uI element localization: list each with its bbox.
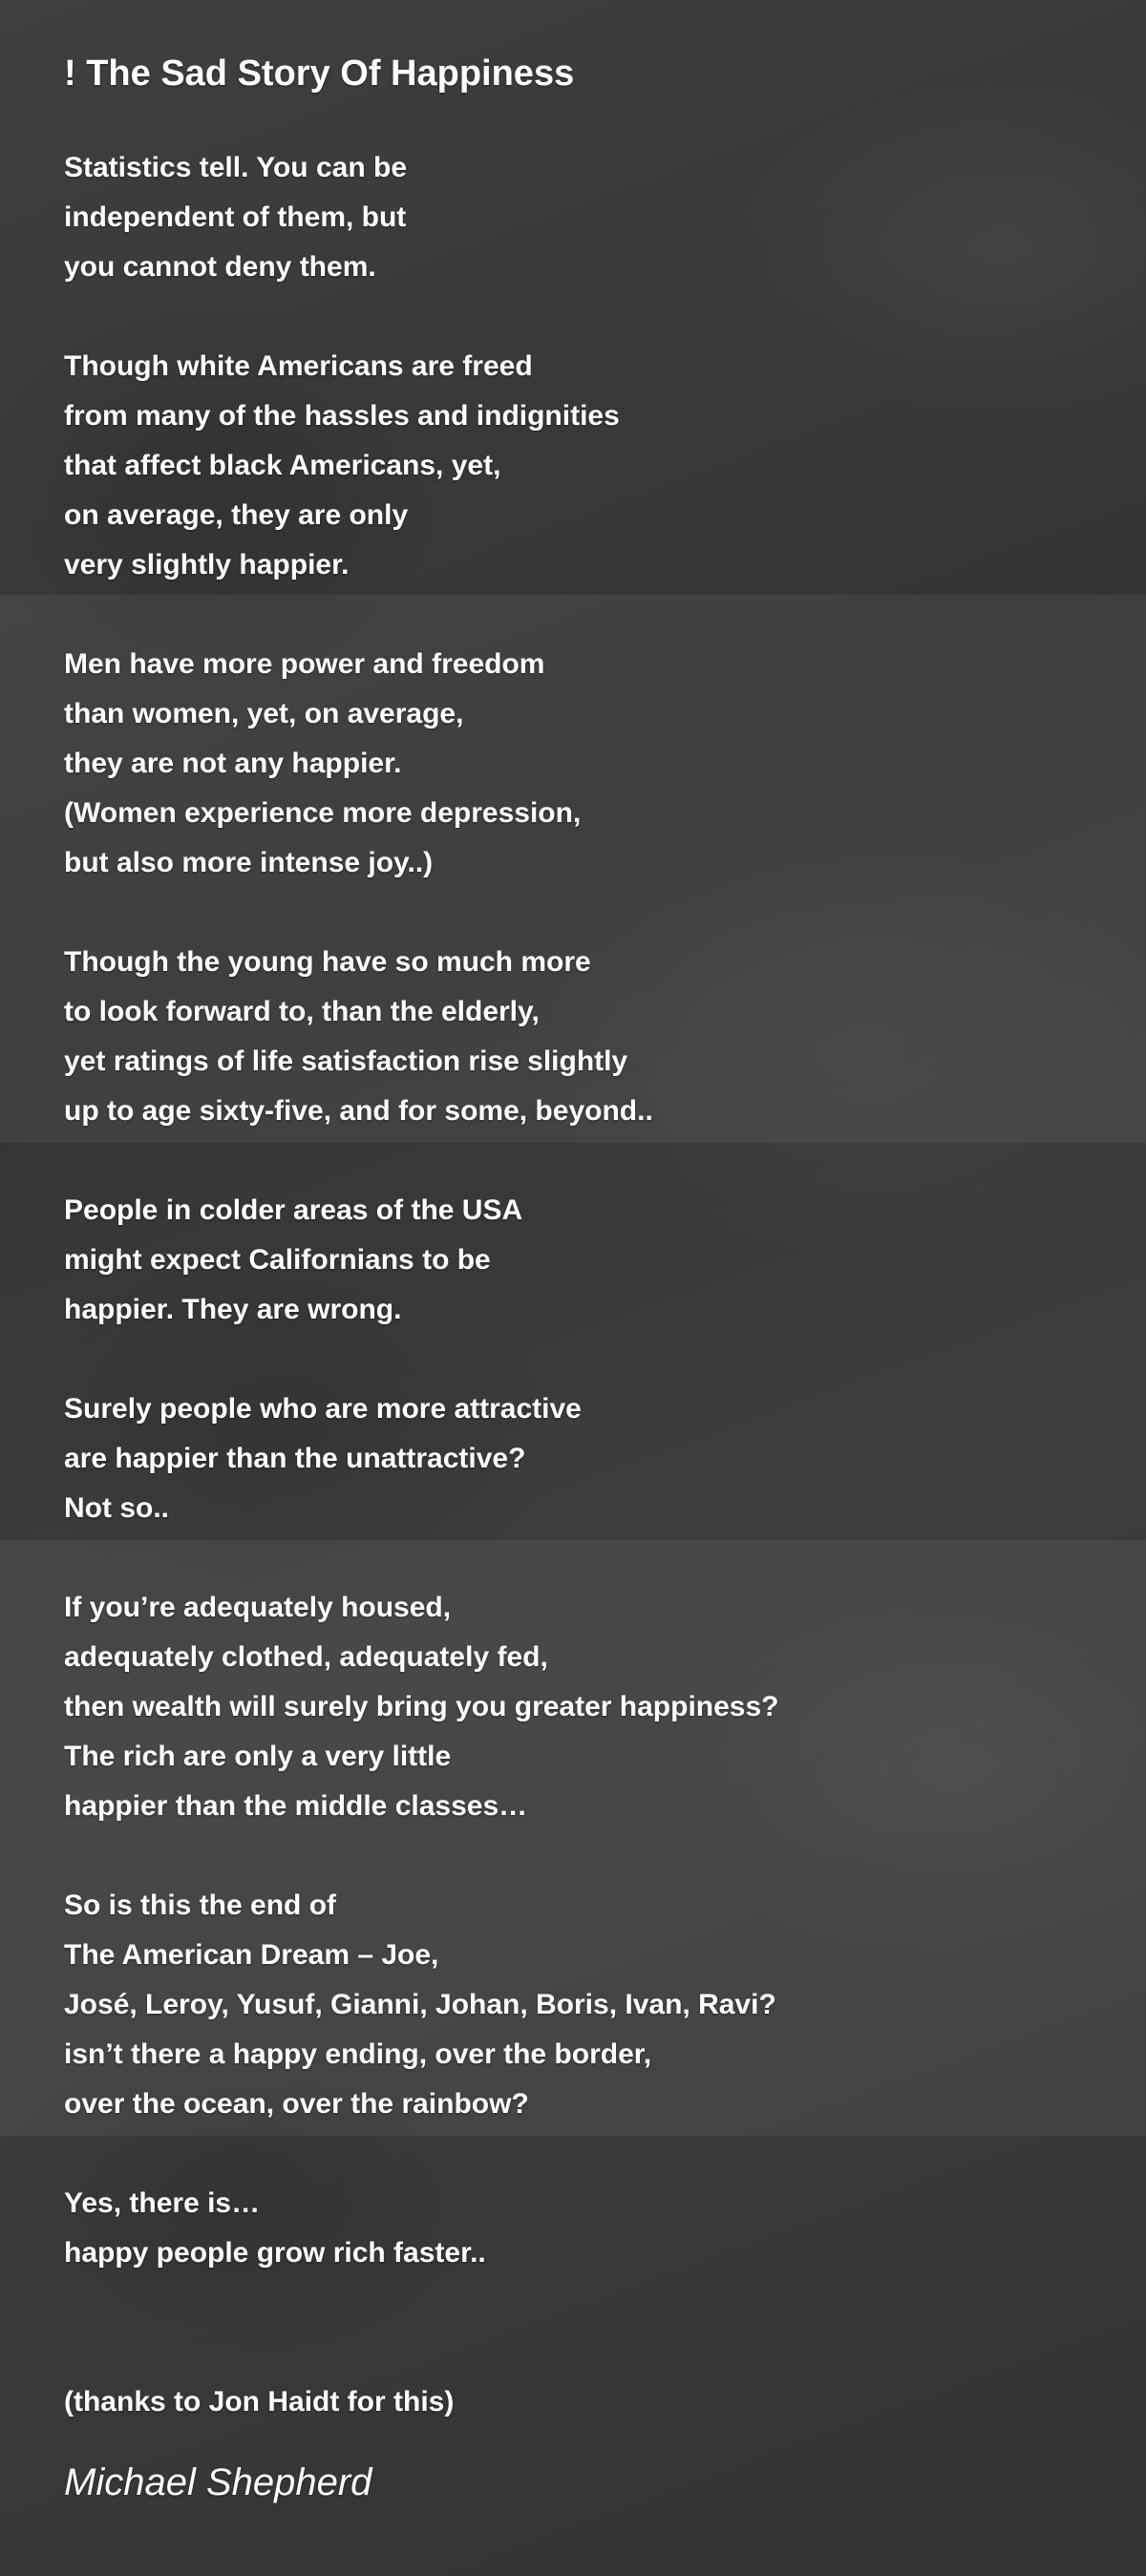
poem-line: yet ratings of life satisfaction rise slightly xyxy=(64,1045,628,1077)
poem-line: very slightly happier. xyxy=(64,549,350,581)
poem-line: then wealth will surely bring you greater happiness? xyxy=(64,1691,779,1722)
poem-line: So is this the end of xyxy=(64,1890,337,1921)
poem-line: Surely people who are more attractive xyxy=(64,1393,582,1425)
poem-line: Yes, there is… xyxy=(64,2187,261,2219)
poem-line: Though the young have so much more xyxy=(64,946,591,978)
poem-line: might expect Californians to be xyxy=(64,1244,491,1276)
poem-line: happy people grow rich faster.. xyxy=(64,2237,486,2269)
poem-line: The American Dream – Joe, xyxy=(64,1939,439,1971)
poem-line: on average, they are only xyxy=(64,499,409,531)
poem-line: adequately clothed, adequately fed, xyxy=(64,1641,548,1673)
stanza xyxy=(64,143,1095,292)
poem-line: over the ocean, over the rainbow? xyxy=(64,2088,529,2120)
poem-line: happier. They are wrong. xyxy=(64,1294,402,1325)
poem-line: from many of the hassles and indignities xyxy=(64,400,620,432)
poem-line: The rich are only a very little xyxy=(64,1741,452,1772)
poem-line: happier than the middle classes… xyxy=(64,1790,528,1822)
stanza xyxy=(64,938,1095,1136)
poem-line: Statistics tell. You can be xyxy=(64,152,408,183)
poem-title: ! The Sad Story Of Happiness xyxy=(64,53,575,94)
poem-line: they are not any happier. xyxy=(64,748,402,779)
poem-line: People in colder areas of the USA xyxy=(64,1194,523,1226)
stanza xyxy=(64,342,1095,590)
poem-line: up to age sixty-five, and for some, beyond.. xyxy=(64,1095,653,1127)
poem-line: José, Leroy, Yusuf, Gianni, Johan, Boris, Ivan, Ravi? xyxy=(64,1989,776,2020)
stanza xyxy=(64,2179,1095,2278)
stanza xyxy=(64,1583,1095,1831)
poem-line: (thanks to Jon Haidt for this) xyxy=(64,2386,455,2418)
poem-line: Men have more power and freedom xyxy=(64,648,545,680)
poem-line: to look forward to, than the elderly, xyxy=(64,996,540,1027)
poem-line: but also more intense joy..) xyxy=(64,847,434,878)
stanza xyxy=(64,2377,1095,2427)
poem-line: If you’re adequately housed, xyxy=(64,1592,452,1623)
poem-line: independent of them, but xyxy=(64,201,407,233)
poem-line: Not so.. xyxy=(64,1492,169,1524)
poem-line: are happier than the unattractive? xyxy=(64,1443,526,1474)
author-name: Michael Shepherd xyxy=(64,2461,372,2503)
stanza xyxy=(64,1186,1095,1335)
stanza xyxy=(64,1384,1095,1533)
poem-line: you cannot deny them. xyxy=(64,251,376,283)
poem-line: isn’t there a happy ending, over the border, xyxy=(64,2038,652,2070)
stanza xyxy=(64,640,1095,888)
poem-line: that affect black Americans, yet, xyxy=(64,450,501,481)
poem-card xyxy=(64,48,1095,2509)
poem-line: (Women experience more depression, xyxy=(64,797,582,829)
stanza xyxy=(64,1881,1095,2129)
poem-line: Though white Americans are freed xyxy=(64,350,533,382)
poem-line: than women, yet, on average, xyxy=(64,698,464,729)
